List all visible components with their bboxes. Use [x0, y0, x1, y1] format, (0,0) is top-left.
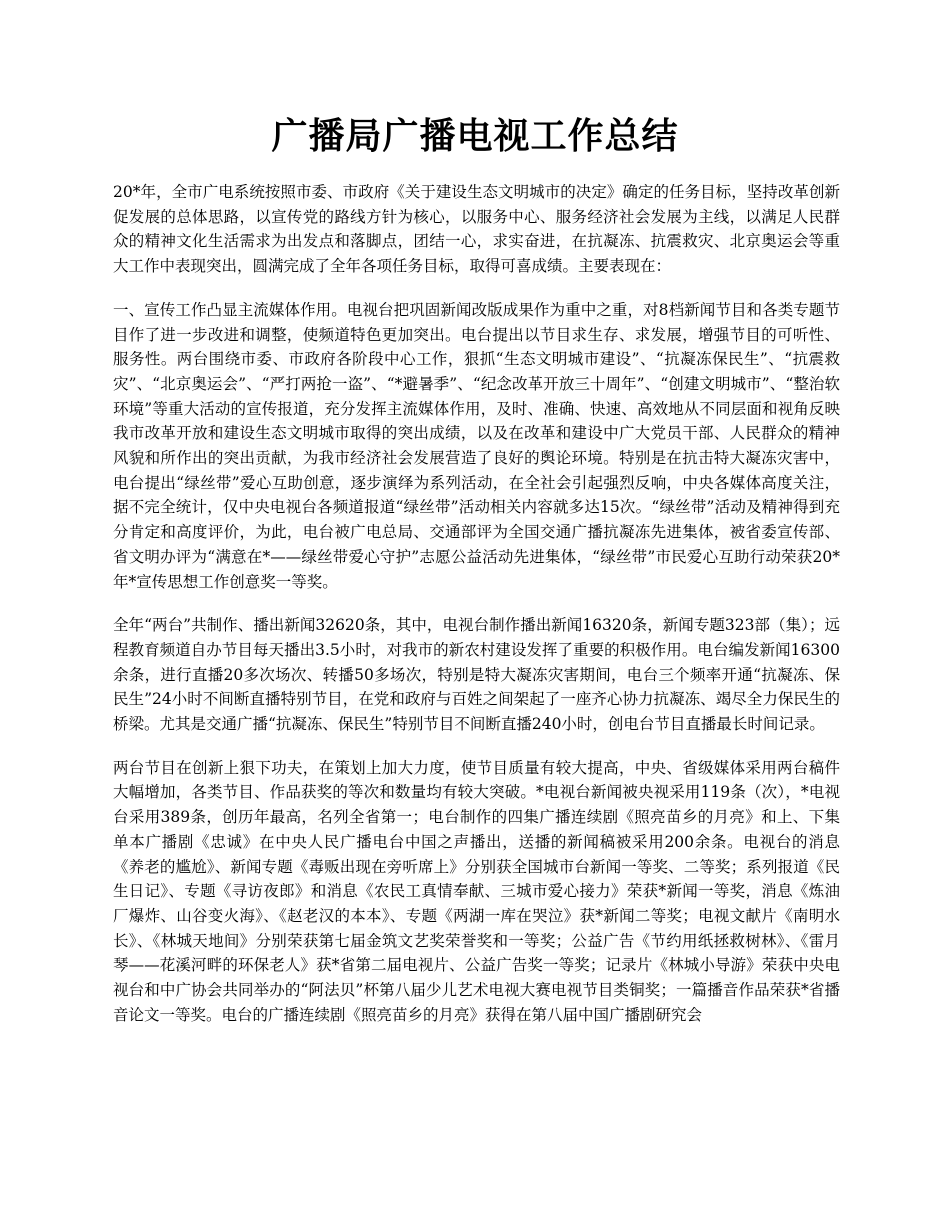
news-output-paragraph: 全年“两台”共制作、播出新闻32620条，其中，电视台制作播出新闻16320条，新闻专题323部（集）；远程教育频道自办节目每天播出3.5小时，对我市的新农村建设发挥了重要的积极作用。电台编发新闻16300余条，进行直播20多次场次、转播50多场次，特别是特大凝冻灾害期间，电台三个频率开通“抗凝冻、保民生”24小时不间断直播特别节目，在党和政府与百姓之间架起了一座齐心协力抗凝冻、竭尽全力保民生的桥梁。尤其是交通广播“抗凝冻、保民生”特别节目不间断直播240小时，创电台节目直播最长时间记录。 — [113, 616, 840, 734]
document-title: 广播局广播电视工作总结 — [271, 115, 679, 157]
document-body — [113, 180, 840, 1047]
awards-paragraph: 两台节目在创新上狠下功夫，在策划上加大力度，使节目质量有较大提高，中央、省级媒体采用两台稿件大幅增加，各类节目、作品获奖的等次和数量均有较大突破。*电视台新闻被央视采用119条（次），*电视台采用389条，创历年最高，名列全省第一；电台制作的四集广播连续剧《照亮苗乡的月亮》和上、下集单本广播剧《忠诚》在中央人民广播电台中国之声播出，送播的新闻稿被采用200余条。电视台的消息《养老的尴尬》、新闻专题《毒贩出现在旁听席上》分别获全国城市台新闻一等奖、二等奖；系列报道《民生日记》、专题《寻访夜郎》和消息《农民工真情奉献、三城市爱心接力》荣获*新闻一等奖，消息《炼油厂爆炸、山谷变火海》、《赵老汉的本本》、专题《两湖一库在哭泣》获*新闻二等奖；电视文献片《南明水长》、《林城天地间》分别荣获第七届金筑文艺奖荣誉奖和一等奖；公益广告《节约用纸拯救树林》、《雷月琴——花溪河畔的环保老人》获*省第二届电视片、公益广告奖一等奖；记录片《林城小导游》荣获中央电视台和中广协会共同举办的“阿法贝”杯第八届少儿艺术电视大赛电视节目类铜奖；一篇播音作品荣获*省播音论文一等奖。电台的广播连续剧《照亮苗乡的月亮》获得在第八届中国广播剧研究会 — [113, 758, 840, 1024]
intro-paragraph: 20*年，全市广电系统按照市委、市政府《关于建设生态文明城市的决定》确定的任务目标，坚持改革创新促发展的总体思路，以宣传党的路线方针为核心，以服务中心、服务经济社会发展为主线，以满足人民群众的精神文化生活需求为出发点和落脚点，团结一心，求实奋进，在抗凝冻、抗震救灾、北京奥运会等重大工作中表现突出，圆满完成了全年各项任务目标，取得可喜成绩。主要表现在： — [113, 183, 840, 276]
publicity-work-paragraph: 一、宣传工作凸显主流媒体作用。电视台把巩固新闻改版成果作为重中之重，对8档新闻节目和各类专题节目作了进一步改进和调整，使频道特色更加突出。电台提出以节目求生存、求发展，增强节目的可听性、服务性。两台围绕市委、市政府各阶段中心工作，狠抓“生态文明城市建设”、“抗凝冻保民生”、“抗震救灾”、“北京奥运会”、“严打两抢一盗”、“*避暑季”、“纪念改革开放三十周年”、“创建文明城市”、“整治软环境”等重大活动的宣传报道，充分发挥主流媒体作用，及时、准确、快速、高效地从不同层面和视角反映我市改革开放和建设生态文明城市取得的突出成绩，以及在改革和建设中广大党员干部、人民群众的精神风貌和所作出的突出贡献，为我市经济社会发展营造了良好的舆论环境。特别是在抗击特大凝冻灾害中，电台提出“绿丝带”爱心互助创意，逐步演绎为系列活动，在全社会引起强烈反响，中央各媒体高度关注，据不完全统计，仅中央电视台各频道报道“绿丝带”活动相关内容就多达15次。“绿丝带”活动及精神得到充分肯定和高度评价，为此，电台被广电总局、交通部评为全国交通广播抗凝冻先进集体，被省委宣传部、省文明办评为“满意在*——绿丝带爱心守护”志愿公益活动先进集体，“绿丝带”市民爱心互助行动荣获20*年*宣传思想工作创意奖一等奖。 — [113, 300, 840, 591]
